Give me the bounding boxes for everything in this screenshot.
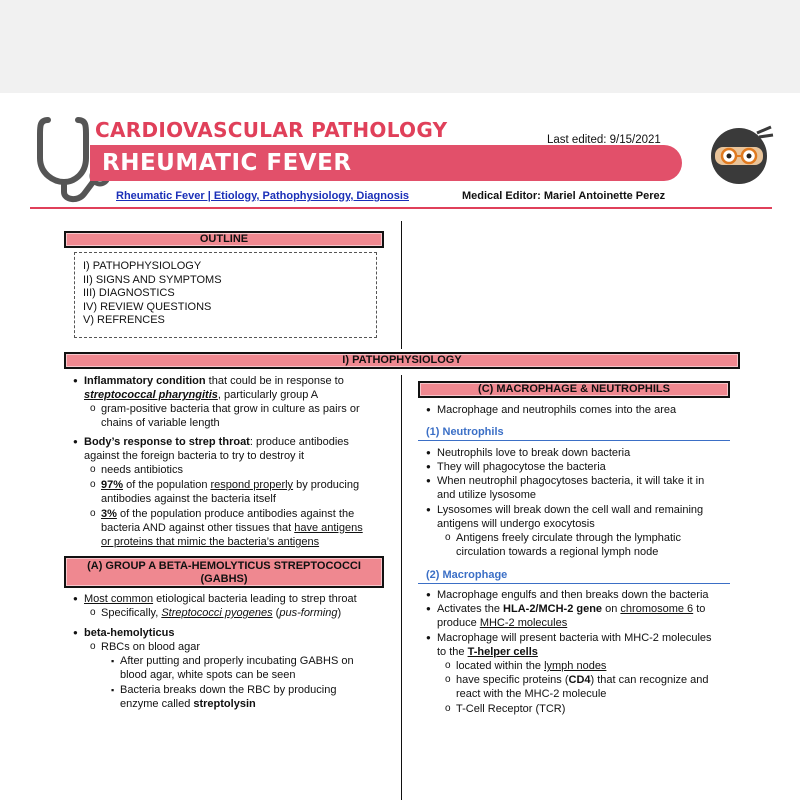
subject-title: CARDIOVASCULAR PATHOLOGY (95, 118, 448, 142)
subheading-underline (418, 583, 730, 584)
list-item: blood agar, white spots can be seen (120, 669, 296, 681)
column-divider-bottom (401, 375, 402, 800)
list-item: o needs antibiotics (101, 463, 183, 477)
list-item: o have specific proteins (CD4) that can recognize and (456, 673, 709, 687)
list-item: circulation towards a regional lymph node (456, 546, 659, 558)
list-item: to the T-helper cells (437, 646, 538, 658)
list-item: react with the MHC-2 molecule (456, 688, 607, 700)
list-item: ● Macrophage and neutrophils comes into the area (437, 403, 676, 417)
list-item: o located within the lymph nodes (456, 659, 606, 673)
subsection-heading-line: (GABHS) (200, 573, 248, 585)
list-item: ● Macrophage engulfs and then breaks down the bacteria (437, 588, 709, 602)
section-heading-pathophysiology (64, 352, 740, 369)
list-item: bacteria AND against other tissues that have antigens (101, 522, 363, 534)
list-item: o Antigens freely circulate through the lymphatic (456, 531, 681, 545)
list-item: ● Macrophage will present bacteria with MHC-2 molecules (437, 631, 712, 645)
list-item: ● They will phagocytose the bacteria (437, 460, 606, 474)
list-item: enzyme called streptolysin (120, 698, 256, 710)
subsection-heading-macrophage-neutrophils (418, 381, 730, 398)
list-item: ● Inflammatory condition that could be in response to (84, 374, 344, 388)
list-item: o 97% of the population respond properly by producing (101, 478, 359, 492)
subsection-heading-line: (A) GROUP A BETA-HEMOLYTICUS STREPTOCOCCI (87, 560, 361, 572)
list-item: ● Activates the HLA-2/MCH-2 gene on chromosome 6 to (437, 602, 705, 616)
list-item: ▪ After putting and properly incubating GABHS on (120, 654, 354, 668)
list-item: ● beta-hemolyticus (84, 626, 174, 640)
outline-item[interactable]: I) PATHOPHYSIOLOGY (83, 260, 202, 272)
list-item: ▪ Bacteria breaks down the RBC by producing (120, 683, 336, 697)
page-title: RHEUMATIC FEVER (102, 150, 352, 176)
outline-item[interactable]: V) REFRENCES (83, 314, 165, 326)
subheading-neutrophils: (1) Neutrophils (426, 426, 504, 438)
ninja-mascot-icon (705, 123, 775, 185)
list-item: against the foreign bacteria to try to destroy it (84, 450, 305, 462)
top-bar (0, 0, 800, 93)
list-item: streptococcal pharyngitis, particularly group A (84, 389, 319, 401)
list-item: antibodies against the bacteria itself (101, 493, 276, 505)
video-link[interactable]: Rheumatic Fever | Etiology, Pathophysiology, Diagnosis (116, 190, 409, 202)
subsection-heading-text: (C) MACROPHAGE & NEUTROPHILS (478, 383, 670, 395)
list-item: ● Lysosomes will break down the cell wall and remaining (437, 503, 703, 517)
list-item: ● Neutrophils love to break down bacteria (437, 446, 630, 460)
outline-heading-text: OUTLINE (199, 233, 249, 245)
outline-item[interactable]: II) SIGNS AND SYMPTOMS (83, 273, 222, 286)
medical-editor: Medical Editor: Mariel Antoinette Perez (462, 190, 666, 202)
outline-list (74, 252, 377, 338)
outline-item[interactable]: IV) REVIEW QUESTIONS (83, 300, 212, 313)
section-heading-text: I) PATHOPHYSIOLOGY (342, 354, 462, 366)
list-item: chains of variable length (101, 417, 220, 429)
subheading-underline (418, 440, 730, 441)
subsection-heading-gabhs (64, 556, 384, 588)
document-page (0, 93, 800, 800)
list-item: and utilize lysosome (437, 489, 537, 501)
list-item: o RBCs on blood agar (101, 640, 200, 654)
list-item: o 3% of the population produce antibodies against the (101, 507, 354, 521)
list-item: antigens will undergo exocytosis (437, 518, 595, 530)
list-item: produce MHC-2 molecules (437, 617, 568, 629)
outline-item[interactable]: III) DIAGNOSTICS (83, 287, 175, 299)
outline-heading (64, 231, 384, 248)
list-item: ● Most common etiological bacteria leading to strep throat (84, 592, 357, 606)
last-edited: Last edited: 9/15/2021 (547, 134, 661, 146)
column-divider-top (401, 221, 402, 349)
subheading-macrophage: (2) Macrophage (426, 569, 508, 581)
list-item: o gram-positive bacteria that grow in culture as pairs or (101, 402, 360, 416)
list-item: or proteins that mimic the bacteria’s antigens (101, 536, 320, 548)
list-item: ● Body’s response to strep throat: produce antibodies (84, 435, 349, 449)
header-divider (30, 207, 772, 209)
list-item: ● When neutrophil phagocytoses bacteria, it will take it in (437, 474, 704, 488)
list-item: o T-Cell Receptor (TCR) (456, 702, 565, 716)
list-item: o Specifically, Streptococci pyogenes (pus-forming) (101, 606, 341, 620)
